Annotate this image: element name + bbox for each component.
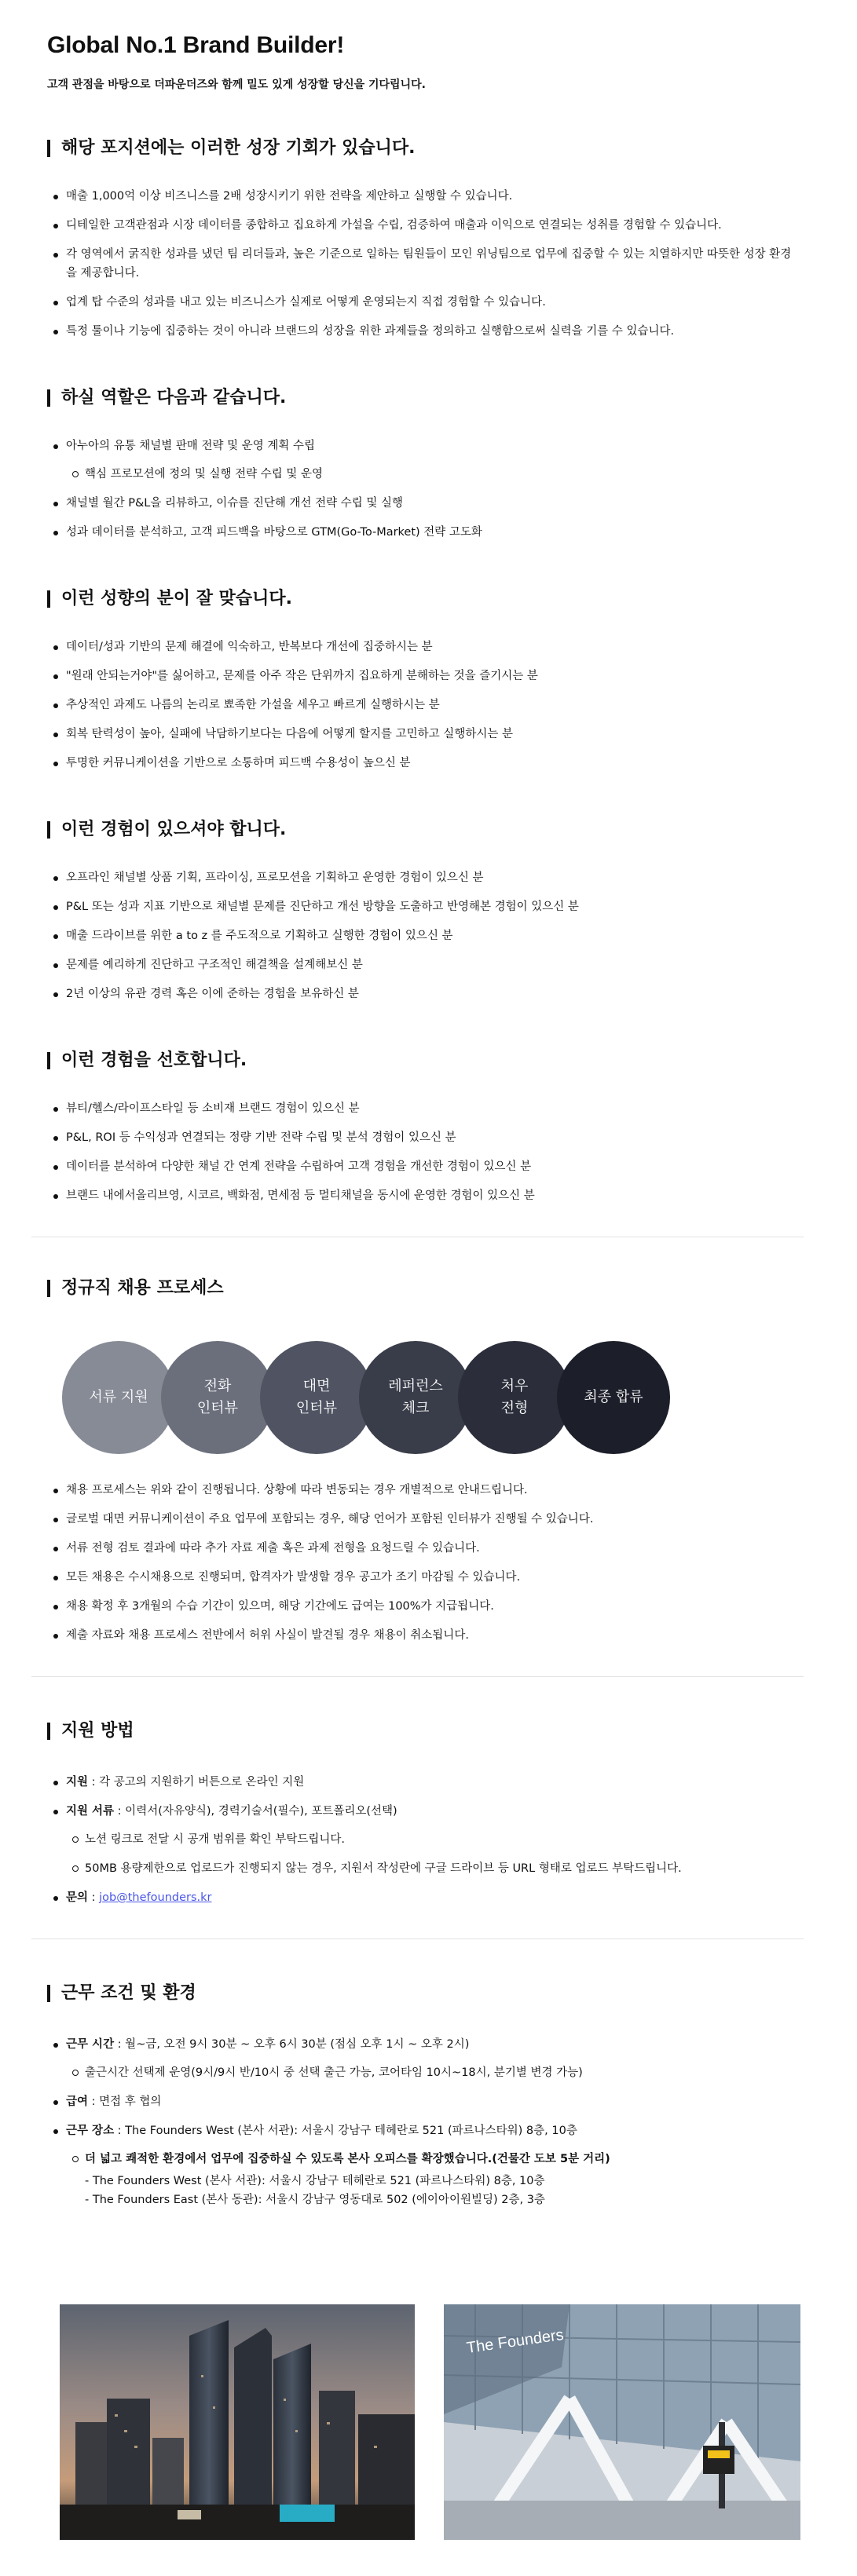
process-step [62,1341,175,1454]
list-item: 제출 자료와 채용 프로세스 전반에서 허위 사실이 발견될 경우 채용이 취소됩니다. [47,1626,818,1645]
list-item [47,1802,818,1878]
list-item: 뷰티/헬스/라이프스타일 등 소비재 브랜드 경험이 있으신 분 [47,1099,818,1118]
opportunity-list [47,187,818,341]
list-item: 서류 전형 검토 결과에 따라 추가 자료 제출 혹은 과제 전형을 요청드릴 수 있습니다. [47,1539,818,1558]
list-item: 추상적인 과제도 나름의 논리로 뾰족한 가설을 세우고 빠르게 실행하시는 분 [47,696,818,714]
apply-list [47,1773,818,1907]
list-item [47,437,818,484]
building-sign-text: The Founders [465,2326,565,2357]
sub-list [66,2150,818,2209]
list-item: 채용 확정 후 3개월의 수습 기간이 있으며, 해당 기간에도 급여는 100%가 지급됩니다. [47,1597,818,1616]
sub-list [66,465,818,484]
list-item: 채용 프로세스는 위와 같이 진행됩니다. 상황에 따라 변동되는 경우 개별적으로 안내드립니다. [47,1481,818,1500]
list-item: 모든 채용은 수시채용으로 진행되며, 합격자가 발생할 경우 공고가 조기 마감될 수 있습니다. [47,1568,818,1587]
list-item: 회복 탄력성이 높아, 실패에 낙담하기보다는 다음에 어떻게 할지를 고민하고 실행하시는 분 [47,725,818,744]
list-item: 매출 드라이브를 위한 a to z 를 주도적으로 기획하고 실행한 경험이 있으신 분 [47,926,818,945]
apply-method-label: 지원 [66,1776,89,1789]
page-title: Global No.1 Brand Builder! [47,32,345,58]
list-item [47,2035,818,2082]
place-label: 근무 장소 [66,2125,115,2137]
divider [31,1676,804,1677]
process-step-label: 서류 지원 [89,1389,148,1405]
sub-list-item: 노션 링크로 전달 시 공개 범위를 확인 부탁드립니다. [66,1830,818,1849]
office-west-photo [60,2304,415,2540]
process-step-label: 레퍼런스 [388,1378,443,1394]
list-item: 문제를 예리하게 진단하고 구조적인 해결책을 설계해보신 분 [47,955,818,974]
process-step-label: 인터뷰 [196,1400,239,1416]
process-step [458,1341,571,1454]
list-item [47,2121,818,2209]
role-list [47,437,818,542]
skyline-illustration [60,2304,415,2540]
list-item: 2년 이상의 유관 경력 혹은 이에 준하는 경험을 보유하신 분 [47,985,818,1003]
place-east: - The Founders East (본사 동관): 서울시 강남구 영동대로 502 (에이아이원빌딩) 2층, 3층 [85,2194,545,2206]
list-item: 채널별 월간 P&L을 리뷰하고, 이슈를 진단해 개선 전략 수립 및 실행 [47,494,818,513]
sub-list-item: 50MB 용량제한으로 업로드가 진행되지 않는 경우, 지원서 작성란에 구글 드라이브 등 URL 형태로 업로드 부탁드립니다. [66,1859,818,1878]
list-item: 데이터를 분석하여 다양한 채널 간 연계 전략을 수립하여 고객 경험을 개선한 경험이 있으신 분 [47,1157,818,1176]
list-item: P&L 또는 성과 지표 기반으로 채널별 문제를 진단하고 개선 방향을 도출하고 반영해본 경험이 있으신 분 [47,897,818,916]
process-step [359,1341,472,1454]
list-item: 매출 1,000억 이상 비즈니스를 2배 성장시키기 위한 전략을 제안하고 실행할 수 있습니다. [47,187,818,206]
work-hours-label: 근무 시간 [66,2038,115,2051]
page-subtitle: 고객 관점을 바탕으로 더파운더즈와 함께 밀도 있게 성장할 당신을 기다립니다. [47,79,426,91]
pay-label: 급여 [66,2096,89,2108]
section-title-apply: 지원 방법 [47,1719,818,1743]
sub-list-item [66,2150,818,2209]
list-item-text: 아누아의 유통 채널별 판매 전략 및 운영 계획 수립 [66,440,316,452]
list-item: 오프라인 채널별 상품 기획, 프라이싱, 프로모션을 기획하고 운영한 경험이 있으신 분 [47,868,818,887]
process-steps [62,1341,818,1454]
apply-docs-label: 지원 서류 [66,1805,115,1818]
section-title-opportunity: 해당 포지션에는 이러한 성장 기회가 있습니다. [47,137,818,160]
list-item: 업계 탑 수준의 성과를 내고 있는 비즈니스가 실제로 어떻게 운영되는지 직접 경험할 수 있습니다. [47,293,818,312]
preferred-list [47,1099,818,1205]
process-step-label: 체크 [401,1400,430,1416]
sub-list-item: 출근시간 선택제 운영(9시/9시 반/10시 중 선택 출근 가능, 코어타임 10시~18시, 분기별 변경 가능) [66,2063,818,2082]
place-west: - The Founders West (본사 서관): 서울시 강남구 테헤란로 521 (파르나스타워) 8층, 10층 [85,2175,545,2187]
place-sub-text: 더 넓고 쾌적한 환경에서 업무에 집중하실 수 있도록 본사 오피스를 확장했습니다.(건물간 도보 5분 거리) [85,2153,610,2165]
list-item: 특정 툴이나 기능에 집중하는 것이 아니라 브랜드의 성장을 위한 과제들을 정의하고 실행함으로써 실력을 기를 수 있습니다. [47,322,818,341]
process-step [161,1341,274,1454]
sub-list [66,1830,818,1878]
contact-separator: : [88,1891,100,1904]
fit-list [47,638,818,773]
place-text: : The Founders West (본사 서관): 서울시 강남구 테헤란로 521 (파르나스타워) 8층, 10층 [114,2125,577,2137]
office-east-photo [444,2304,800,2540]
contact-label: 문의 [66,1891,89,1904]
list-item [47,1888,818,1907]
section-title-work: 근무 조건 및 환경 [47,1982,818,2005]
list-item: 각 영역에서 굵직한 성과를 냈던 팀 리더들과, 높은 기준으로 일하는 팀원들이 모인 위닝팀으로 업무에 집중할 수 있는 치열하지만 따뜻한 성장 환경을 제공합니다. [47,245,818,283]
section-title-process: 정규직 채용 프로세스 [47,1277,818,1300]
apply-docs-text: : 이력서(자유양식), 경력기술서(필수), 포트폴리오(선택) [114,1805,397,1818]
list-item: 브랜드 내에서올리브영, 시코르, 백화점, 면세점 등 멀티채널을 동시에 운영한 경험이 있으신 분 [47,1186,818,1205]
process-step [557,1341,670,1454]
section-title-required: 이런 경험이 있으셔야 합니다. [47,818,818,842]
process-step-label: 최종 합류 [584,1389,643,1405]
required-list [47,868,818,1003]
section-title-role: 하실 역할은 다음과 같습니다. [47,386,818,410]
process-step-label: 전화 [203,1378,232,1394]
process-step [260,1341,373,1454]
list-item: 투명한 커뮤니케이션을 기반으로 소통하며 피드백 수용성이 높으신 분 [47,754,818,773]
list-item: 성과 데이터를 분석하고, 고객 피드백을 바탕으로 GTM(Go-To-Market) 전략 고도화 [47,523,818,542]
work-list [47,2035,818,2209]
process-step-label: 처우 [500,1378,529,1394]
apply-method-text: : 각 공고의 지원하기 버튼으로 온라인 지원 [88,1776,305,1789]
divider [31,1938,804,1939]
list-item: "원래 안되는거야"를 싫어하고, 문제를 아주 작은 단위까지 집요하게 분해하는 것을 즐기시는 분 [47,667,818,685]
list-item [47,1773,818,1792]
list-item: P&L, ROI 등 수익성과 연결되는 정량 기반 전략 수립 및 분석 경험이 있으신 분 [47,1128,818,1147]
section-title-preferred: 이런 경험을 선호합니다. [47,1049,818,1072]
list-item [47,2092,818,2111]
building-illustration [444,2304,800,2540]
pay-text: : 면접 후 협의 [88,2096,162,2108]
section-title-fit: 이런 성향의 분이 잘 맞습니다. [47,587,818,611]
sub-list-item: 핵심 프로모션에 정의 및 실행 전략 수립 및 운영 [66,465,818,484]
process-step-label: 전형 [500,1400,529,1416]
sub-list [66,2063,818,2082]
process-notes-list [47,1481,818,1645]
list-item: 데이터/성과 기반의 문제 해결에 익숙하고, 반복보다 개선에 집중하시는 분 [47,638,818,656]
work-hours-text: : 월~금, 오전 9시 30분 ~ 오후 6시 30분 (점심 오후 1시 ~ 오후 2시) [114,2038,470,2051]
list-item: 글로벌 대면 커뮤니케이션이 주요 업무에 포함되는 경우, 해당 언어가 포함된 인터뷰가 진행될 수 있습니다. [47,1510,818,1529]
process-step-label: 대면 [302,1378,331,1394]
process-step-label: 인터뷰 [295,1400,338,1416]
list-item: 디테일한 고객관점과 시장 데이터를 종합하고 집요하게 가설을 수립, 검증하여 매출과 이익으로 연결되는 성취를 경험할 수 있습니다. [47,216,818,235]
contact-email-link[interactable]: job@thefounders.kr [99,1891,212,1904]
